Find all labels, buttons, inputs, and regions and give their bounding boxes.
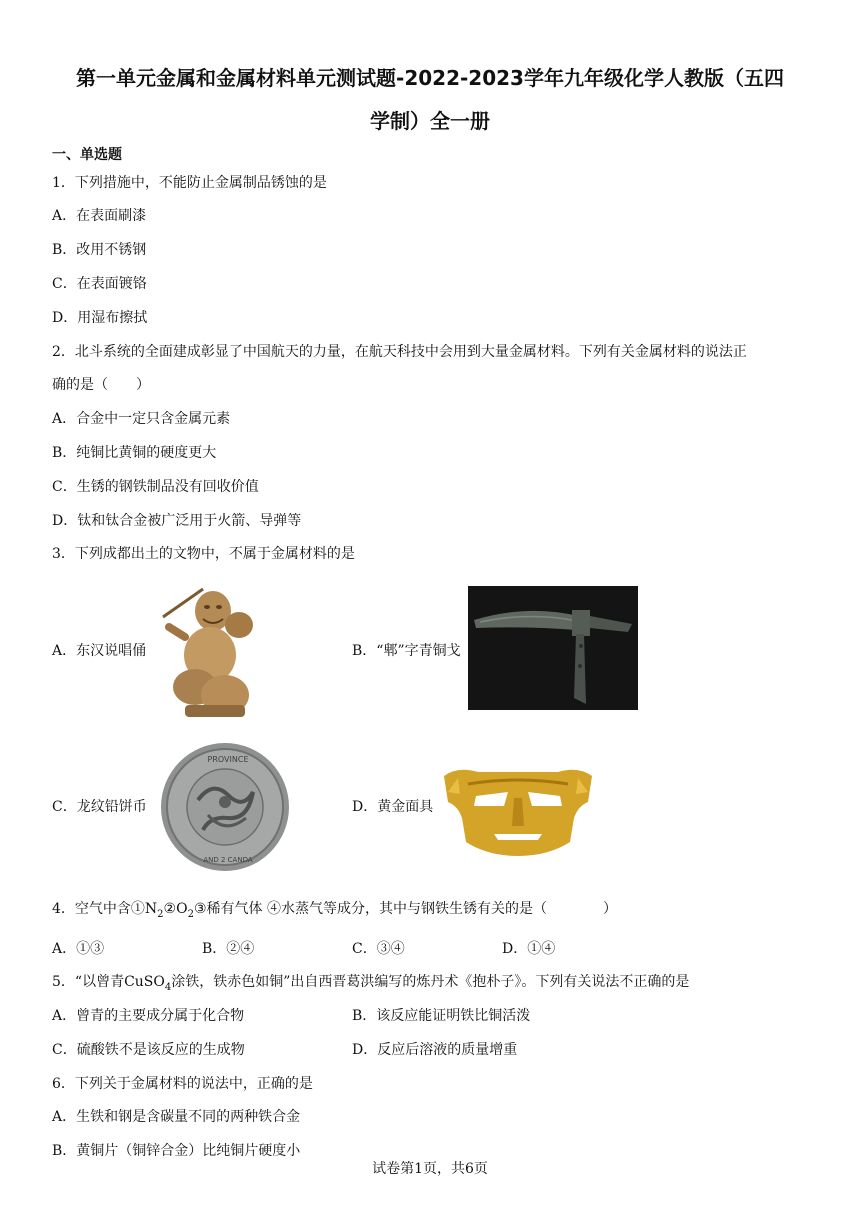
q5-stem-part-2: 涂铁，铁赤色如铜”出自西晋葛洪编写的炼丹术《抱朴子》。下列有关说法不正确的是: [171, 974, 690, 990]
gold-mask-image: [438, 762, 598, 858]
q1-option-c: C．在表面镀铬: [52, 276, 147, 292]
q1-option-b: B．改用不锈钢: [52, 242, 147, 258]
question-2-stem-line-1: 2．北斗系统的全面建成彰显了中国航天的力量，在航天科技中会用到大量金属材料。下列有关金属材料的说法正: [52, 344, 747, 360]
document-title-line-2: 学制）全一册: [370, 109, 490, 133]
q4-stem-part-3: ③稀有气体 ④水蒸气等成分，其中与钢铁生锈有关的是（ ）: [193, 901, 617, 917]
q4-option-b: B．②④: [202, 941, 255, 957]
q5-option-d: D．反应后溶液的质量增重: [352, 1042, 518, 1058]
q2-option-d: D．钛和钛合金被广泛用于火箭、导弹等: [52, 513, 302, 529]
q3-option-b: B．“郫”字青铜戈: [352, 643, 461, 659]
question-3-stem: 3．下列成都出土的文物中，不属于金属材料的是: [52, 546, 355, 562]
q4-stem-part-1: 4．空气中含①N: [52, 901, 158, 917]
page-footer: 试卷第1页，共6页: [372, 1161, 488, 1177]
q1-option-a: A．在表面刷漆: [52, 208, 147, 224]
q6-option-a: A．生铁和钢是含碳量不同的两种铁合金: [52, 1109, 301, 1125]
q3-option-d: D．黄金面具: [352, 799, 434, 815]
q2-option-b: B．纯铜比黄铜的硬度更大: [52, 445, 217, 461]
q5-option-c: C．硫酸铁不是该反应的生成物: [52, 1042, 245, 1058]
question-6-stem: 6．下列关于金属材料的说法中，正确的是: [52, 1076, 313, 1092]
q2-option-a: A．合金中一定只含金属元素: [52, 411, 231, 427]
q4-option-c: C．③④: [352, 941, 405, 957]
question-2-stem-line-2: 确的是（ ）: [52, 377, 150, 393]
q3-option-c: C．龙纹铅饼币: [52, 799, 147, 815]
storyteller-figurine-image: [155, 577, 272, 722]
q5-option-a: A．曾青的主要成分属于化合物: [52, 1008, 245, 1024]
question-4-stem: [52, 899, 617, 925]
q4-option-a: A．①③: [52, 941, 105, 957]
q4-stem-part-2: ②O: [163, 901, 188, 917]
q6-option-b: B．黄铜片（铜锌合金）比纯铜片硬度小: [52, 1143, 301, 1159]
q3-option-a: A．东汉说唱俑: [52, 643, 147, 659]
q5-subscript: 4: [164, 981, 172, 993]
q2-option-c: C．生锈的钢铁制品没有回收价值: [52, 479, 259, 495]
document-title-line-1: 第一单元金属和金属材料单元测试题-2022-2023学年九年级化学人教版（五四: [76, 66, 784, 90]
bronze-dagger-axe-image: [468, 586, 638, 710]
q5-option-b: B．该反应能证明铁比铜活泼: [352, 1008, 531, 1024]
coin-top-lettering: PROVINCE: [207, 755, 249, 764]
q1-option-d: D．用湿布擦拭: [52, 310, 148, 326]
q4-option-d: D．①④: [502, 941, 556, 957]
question-1-stem: 1．下列措施中，不能防止金属制品锈蚀的是: [52, 175, 327, 191]
q4-subscript-2: 2: [187, 908, 194, 920]
section-heading: 一、单选题: [52, 147, 122, 163]
coin-bottom-lettering: AND 2 CANDA: [203, 856, 253, 864]
q4-subscript-1: 2: [157, 908, 164, 920]
dragon-coin-image: [158, 740, 293, 875]
q5-stem-part-1: 5．“以曾青CuSO: [52, 974, 165, 990]
question-5-stem: [52, 972, 689, 998]
